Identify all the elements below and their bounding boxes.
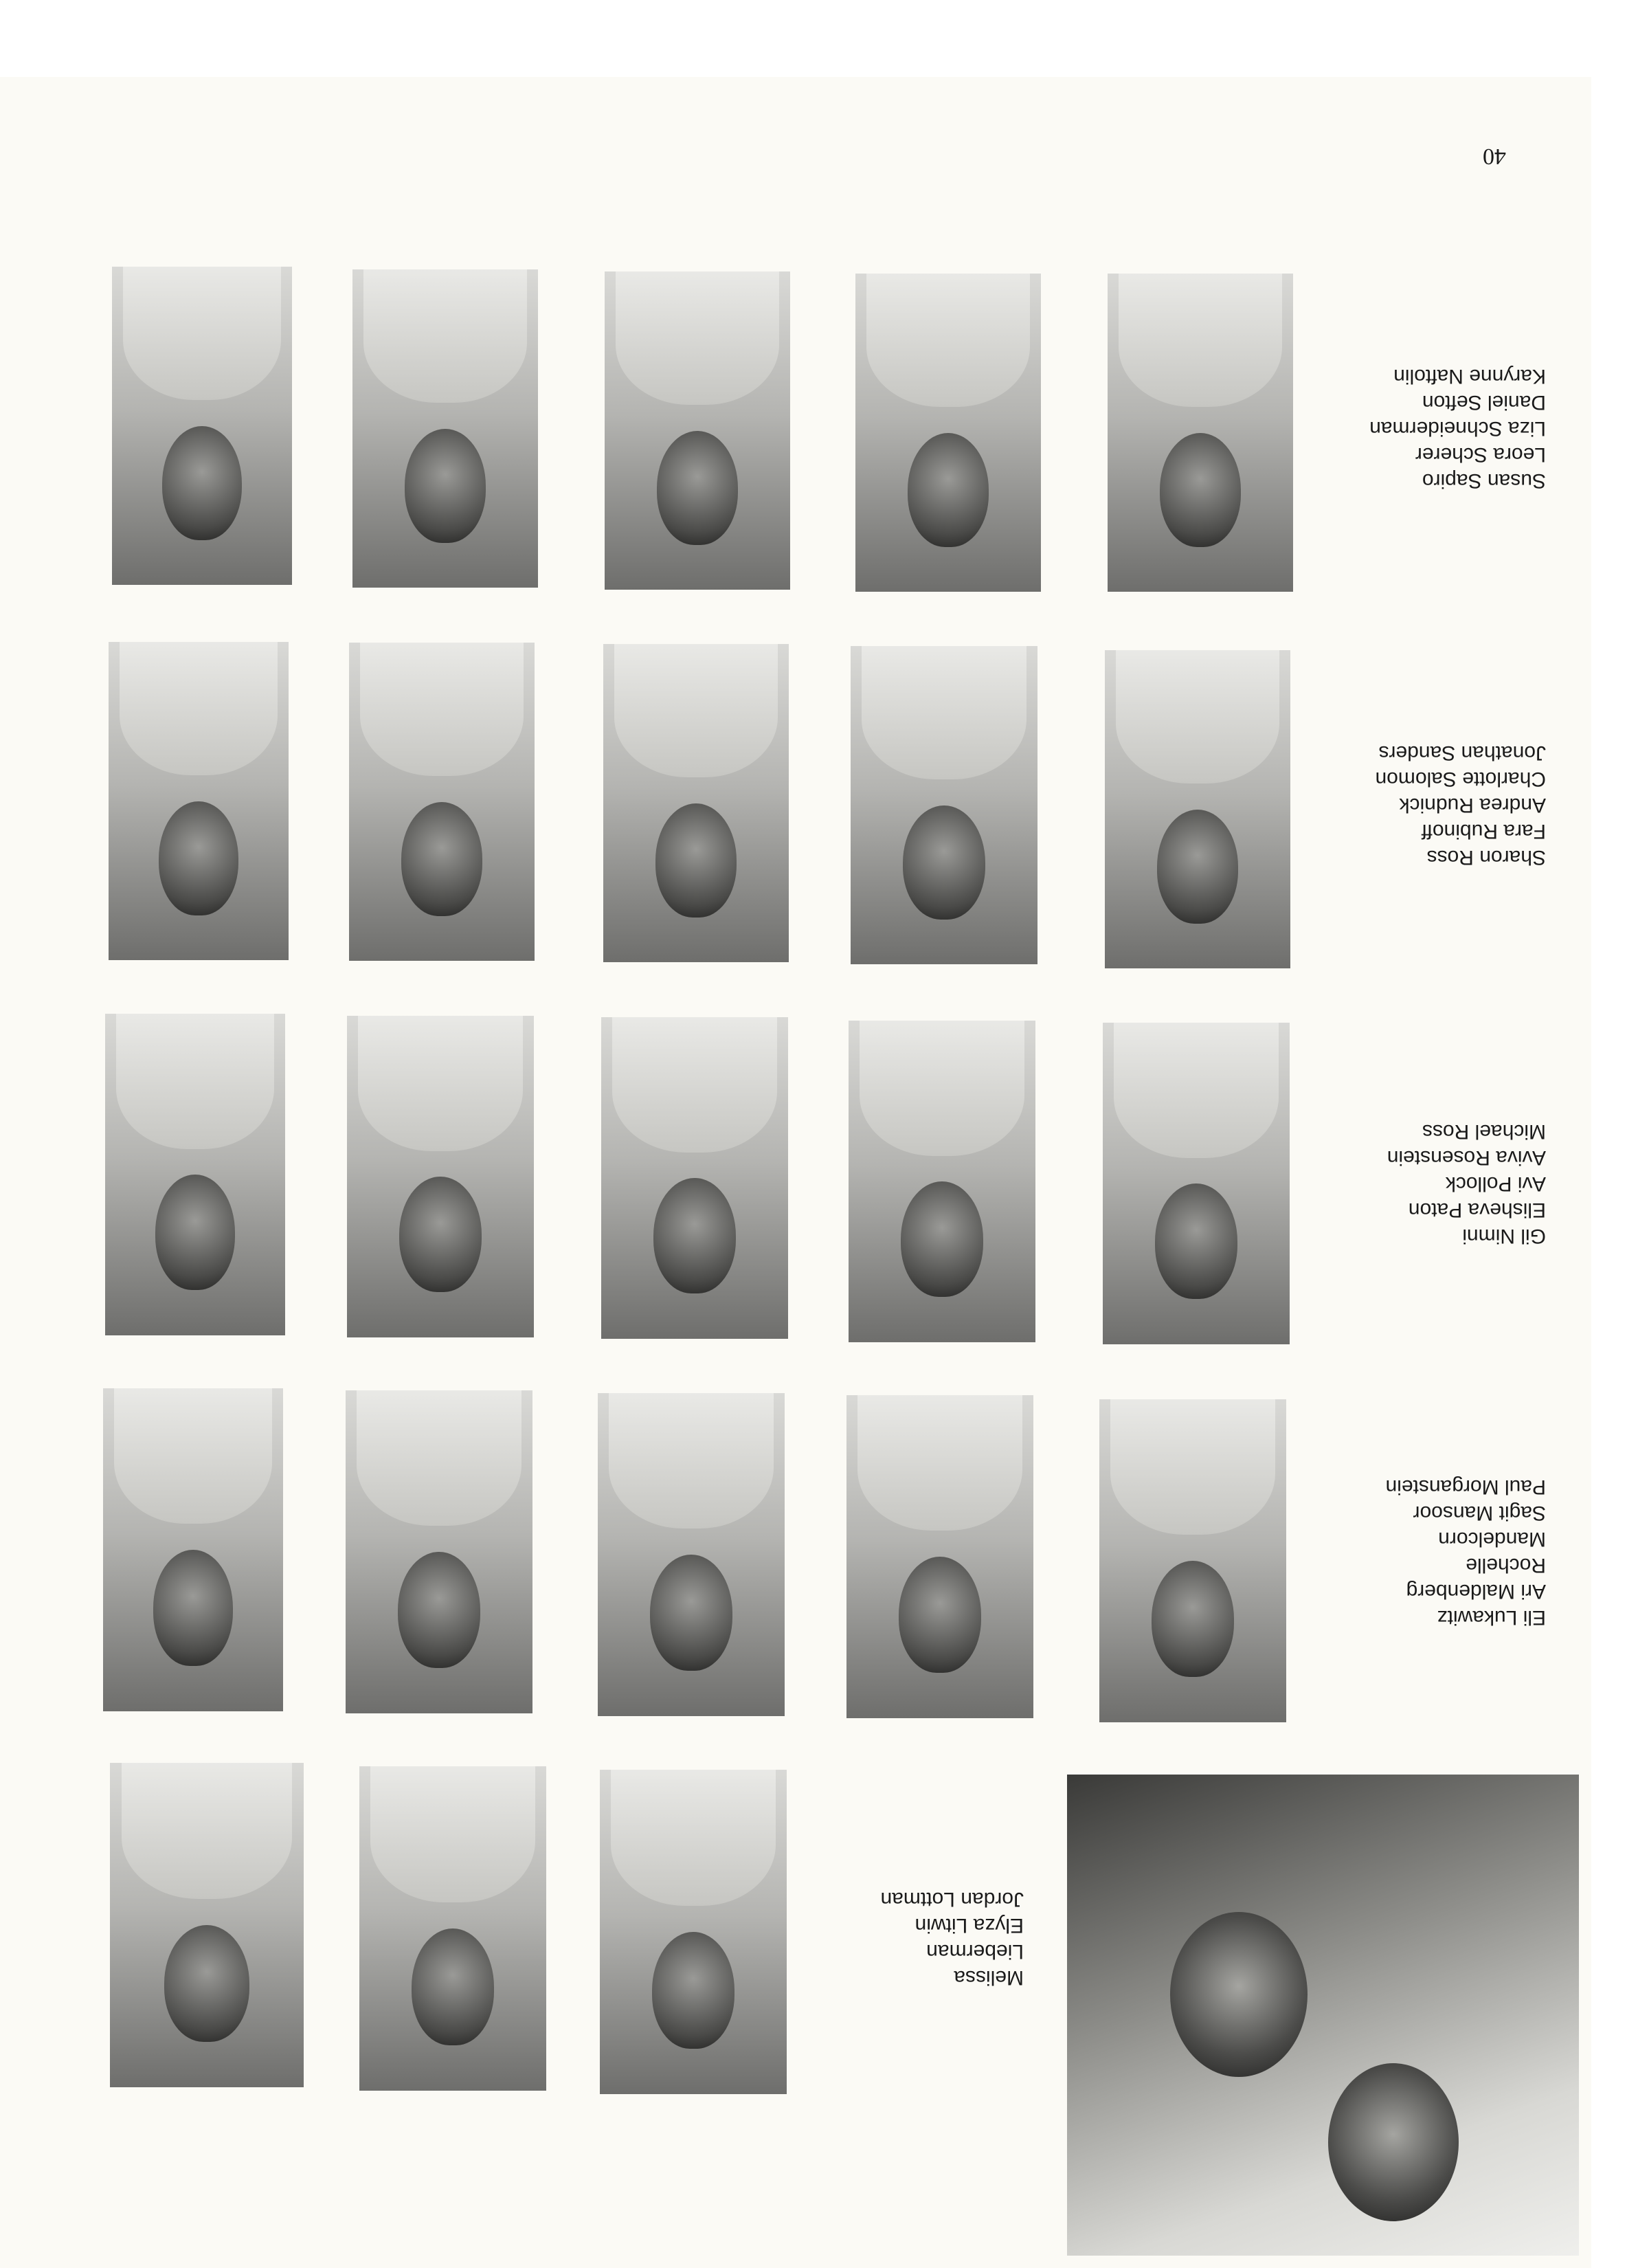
student-name: Mandelcorn [1438,1528,1546,1550]
portrait-photo [105,1014,285,1335]
student-name: Andrea Rudnick [1399,794,1546,816]
student-name: Rochelle [1466,1554,1546,1577]
student-name: Sagit Mansoor [1413,1502,1546,1524]
portrait-photo [605,271,790,590]
student-name: Charlotte Salomon [1375,768,1546,790]
student-name: Elyza Litwin [915,1914,1024,1937]
name-list [1326,363,1546,493]
name-list [1326,1118,1546,1249]
portrait-photo [601,1017,788,1339]
portrait-photo [110,1763,304,2087]
student-name: Avi Pollock [1445,1172,1546,1195]
name-list [1326,740,1546,870]
name-list [831,1886,1024,1990]
student-name: Paul Morganstein [1385,1476,1546,1498]
student-name: Susan Sapiro [1422,469,1546,492]
student-name: Melissa [954,1966,1024,1989]
student-name: Eli Lukawitz [1437,1606,1546,1629]
student-name: Leora Scherer [1415,443,1546,466]
portrait-photo [109,642,289,960]
student-name: Fara Rubinoff [1421,820,1546,843]
portrait-photo [855,274,1041,592]
student-name: Lieberman [926,1940,1024,1963]
portrait-photo [603,644,789,962]
portrait-photo [1105,650,1290,968]
student-name: Aviva Rosenstein [1387,1146,1546,1169]
portrait-photo [346,1390,532,1713]
student-name: Sharon Ross [1426,846,1546,869]
portrait-photo [112,267,292,585]
portrait-photo [846,1395,1033,1718]
portrait-photo [1103,1023,1290,1344]
student-name: Ari Maldenberg [1406,1580,1546,1603]
portrait-photo [851,646,1037,964]
student-name: Gil Nimni [1462,1225,1546,1247]
portrait-photo [347,1016,534,1337]
student-name: Daniel Sefton [1422,391,1546,414]
student-name: Elisheva Paton [1408,1199,1546,1221]
portrait-photo [349,643,535,961]
portrait-photo [1108,274,1293,592]
student-name: Liza Schneiderman [1369,417,1546,440]
student-name: Jordan Lottman [880,1888,1024,1911]
name-list [1326,1474,1546,1630]
portrait-photo [1099,1399,1286,1722]
portrait-photo [849,1021,1035,1342]
portrait-photo [103,1388,283,1711]
portrait-photo [600,1770,787,2094]
page-number: 40 [1483,144,1506,169]
portrait-photo [352,269,538,588]
group-photo [1067,1775,1579,2256]
student-name: Michael Ross [1422,1120,1546,1143]
portrait-photo [598,1393,785,1716]
portrait-photo [359,1766,546,2091]
student-name: Karynne Naftolin [1393,365,1546,388]
student-name: Jonathan Sanders [1378,742,1546,764]
